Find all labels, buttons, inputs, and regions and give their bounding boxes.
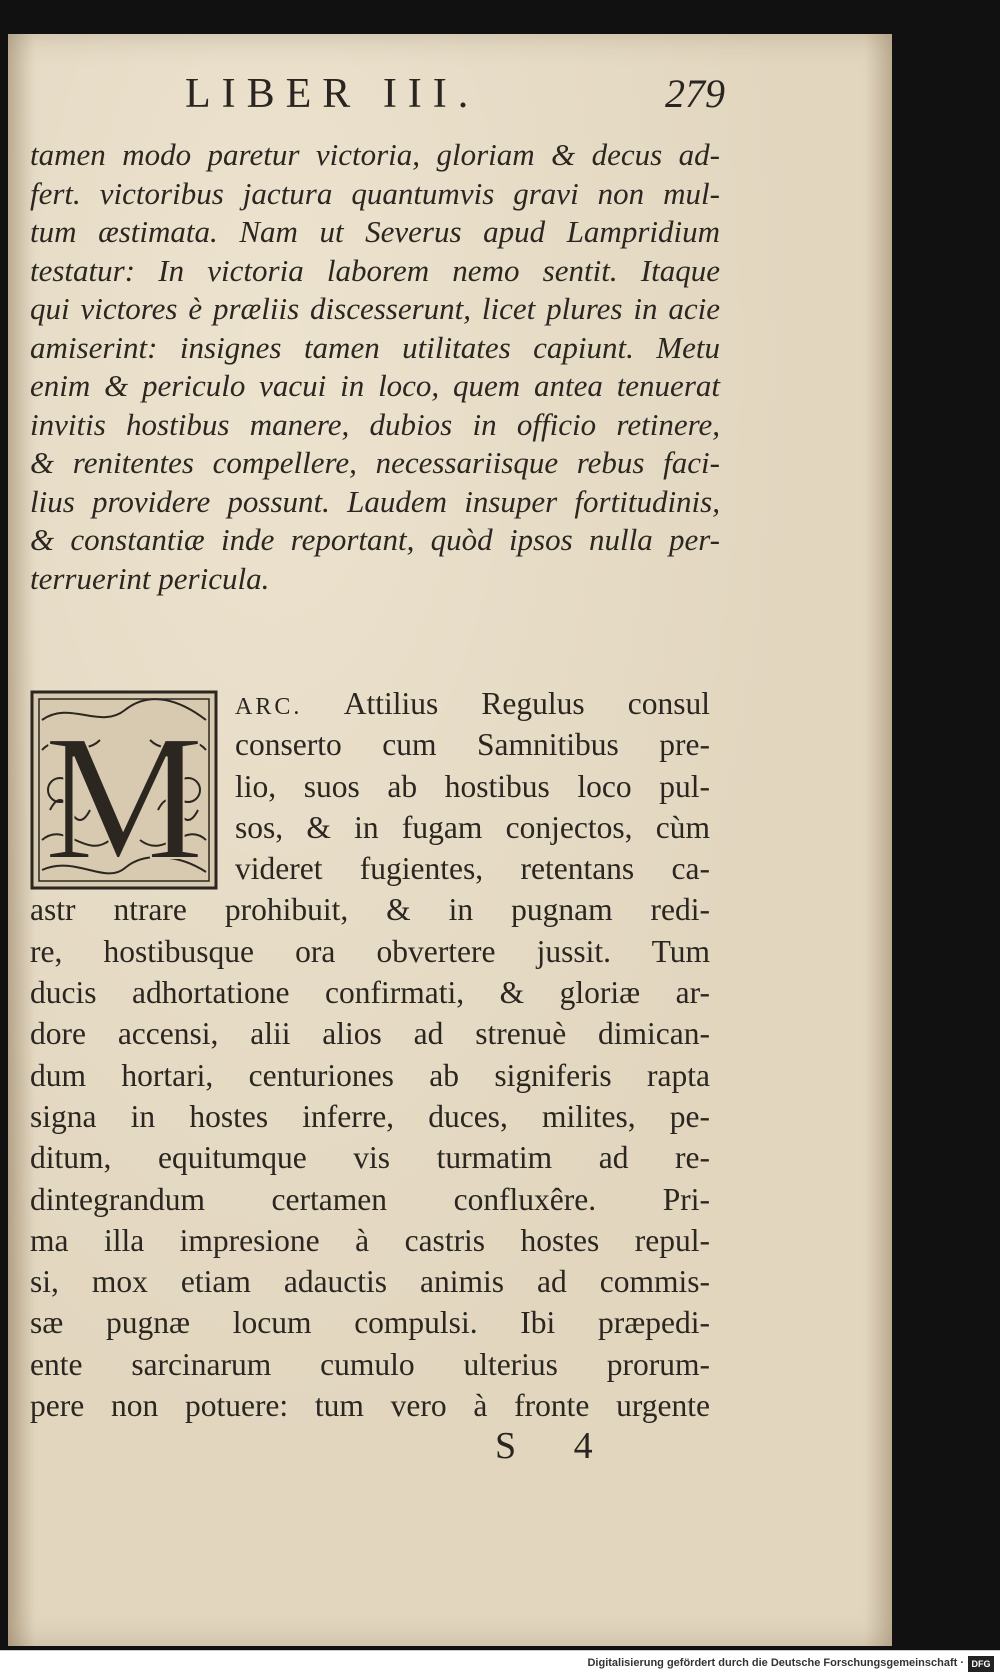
text-line: astr ntrare prohibuit, & in pugnam redi- xyxy=(30,892,710,928)
text-line: fert. victoribus jactura quantumvis gravi non mul- xyxy=(30,175,720,211)
text-line: ma illa impresione à castris hostes repul- xyxy=(30,1222,710,1258)
text-line: tamen modo paretur victoria, gloriam & decus ad- xyxy=(30,137,720,172)
first-word: ARC. xyxy=(235,694,303,720)
text-line: invitis hostibus manere, dubios in officio retinere, xyxy=(30,406,720,442)
dfg-logo: DFG xyxy=(968,1656,994,1672)
text-line: ditum, equitumque vis turmatim ad re- xyxy=(30,1140,710,1176)
text-line: dum hortari, centuriones ab signiferis rapta xyxy=(30,1057,710,1093)
signature-mark: S 4 xyxy=(495,1425,617,1467)
page-number: 279 xyxy=(665,71,725,116)
text-line: ducis adhortatione confirmati, & gloriæ ar- xyxy=(30,975,710,1011)
show-through-text xyxy=(815,80,885,1620)
text-line: terruerint pericula. xyxy=(30,560,270,596)
text-line: conserto cum Samnitibus pre- xyxy=(235,727,710,763)
digitization-footer xyxy=(0,1650,1000,1679)
text-line: & renitentes compellere, necessariisque rebus faci- xyxy=(30,445,720,480)
text-line: enim & periculo vacui in loco, quem antea tenuerat xyxy=(30,368,720,403)
text-line: & constantiæ inde reportant, quòd ipsos nulla per- xyxy=(30,522,720,557)
text-line: testatur: In victoria laborem nemo sentit. Itaque xyxy=(30,252,720,288)
initial-letter: M xyxy=(43,698,205,890)
running-header xyxy=(185,70,725,120)
footer-credit: Digitalisierung gefördert durch die Deutsche Forschungsgemeinschaft · xyxy=(587,1657,964,1669)
text-line: tum æstimata. Nam ut Severus apud Lampridium xyxy=(30,214,720,249)
text-line: qui victores è præliis discesserunt, licet plures in acie xyxy=(30,291,720,326)
text-line: signa in hostes inferre, duces, milites, pe- xyxy=(30,1098,710,1134)
text-line: sos, & in fugam conjectos, cùm xyxy=(235,809,710,845)
text-line: lius providere possunt. Laudem insuper fortitudinis, xyxy=(30,483,720,519)
text-line: videret fugientes, retentans ca- xyxy=(235,851,710,887)
text-line: sæ pugnæ locum compulsi. Ibi præpedi- xyxy=(30,1305,710,1341)
text-line: re, hostibusque ora obvertere jussit. Tum xyxy=(30,933,710,969)
text-line: amiserint: insignes tamen utilitates capiunt. Metu xyxy=(30,329,720,365)
text-line: dintegrandum certamen confluxêre. Pri- xyxy=(30,1181,710,1217)
text-line: lio, suos ab hostibus loco pul- xyxy=(235,768,710,804)
running-title: LIBER III. xyxy=(185,71,480,117)
text-line: ente sarcinarum cumulo ulterius prorum- xyxy=(30,1346,710,1382)
roman-paragraph xyxy=(30,683,710,1426)
first-line-rest: Attilius Regulus consul xyxy=(343,686,710,721)
text-line: pere non potuere: tum vero à fronte urgente xyxy=(30,1388,710,1424)
text-line: dore accensi, alii alios ad strenuè dimican- xyxy=(30,1016,710,1052)
italic-paragraph xyxy=(30,136,720,598)
text-line: si, mox etiam adauctis animis ad commis- xyxy=(30,1264,710,1300)
text-line xyxy=(235,683,710,724)
